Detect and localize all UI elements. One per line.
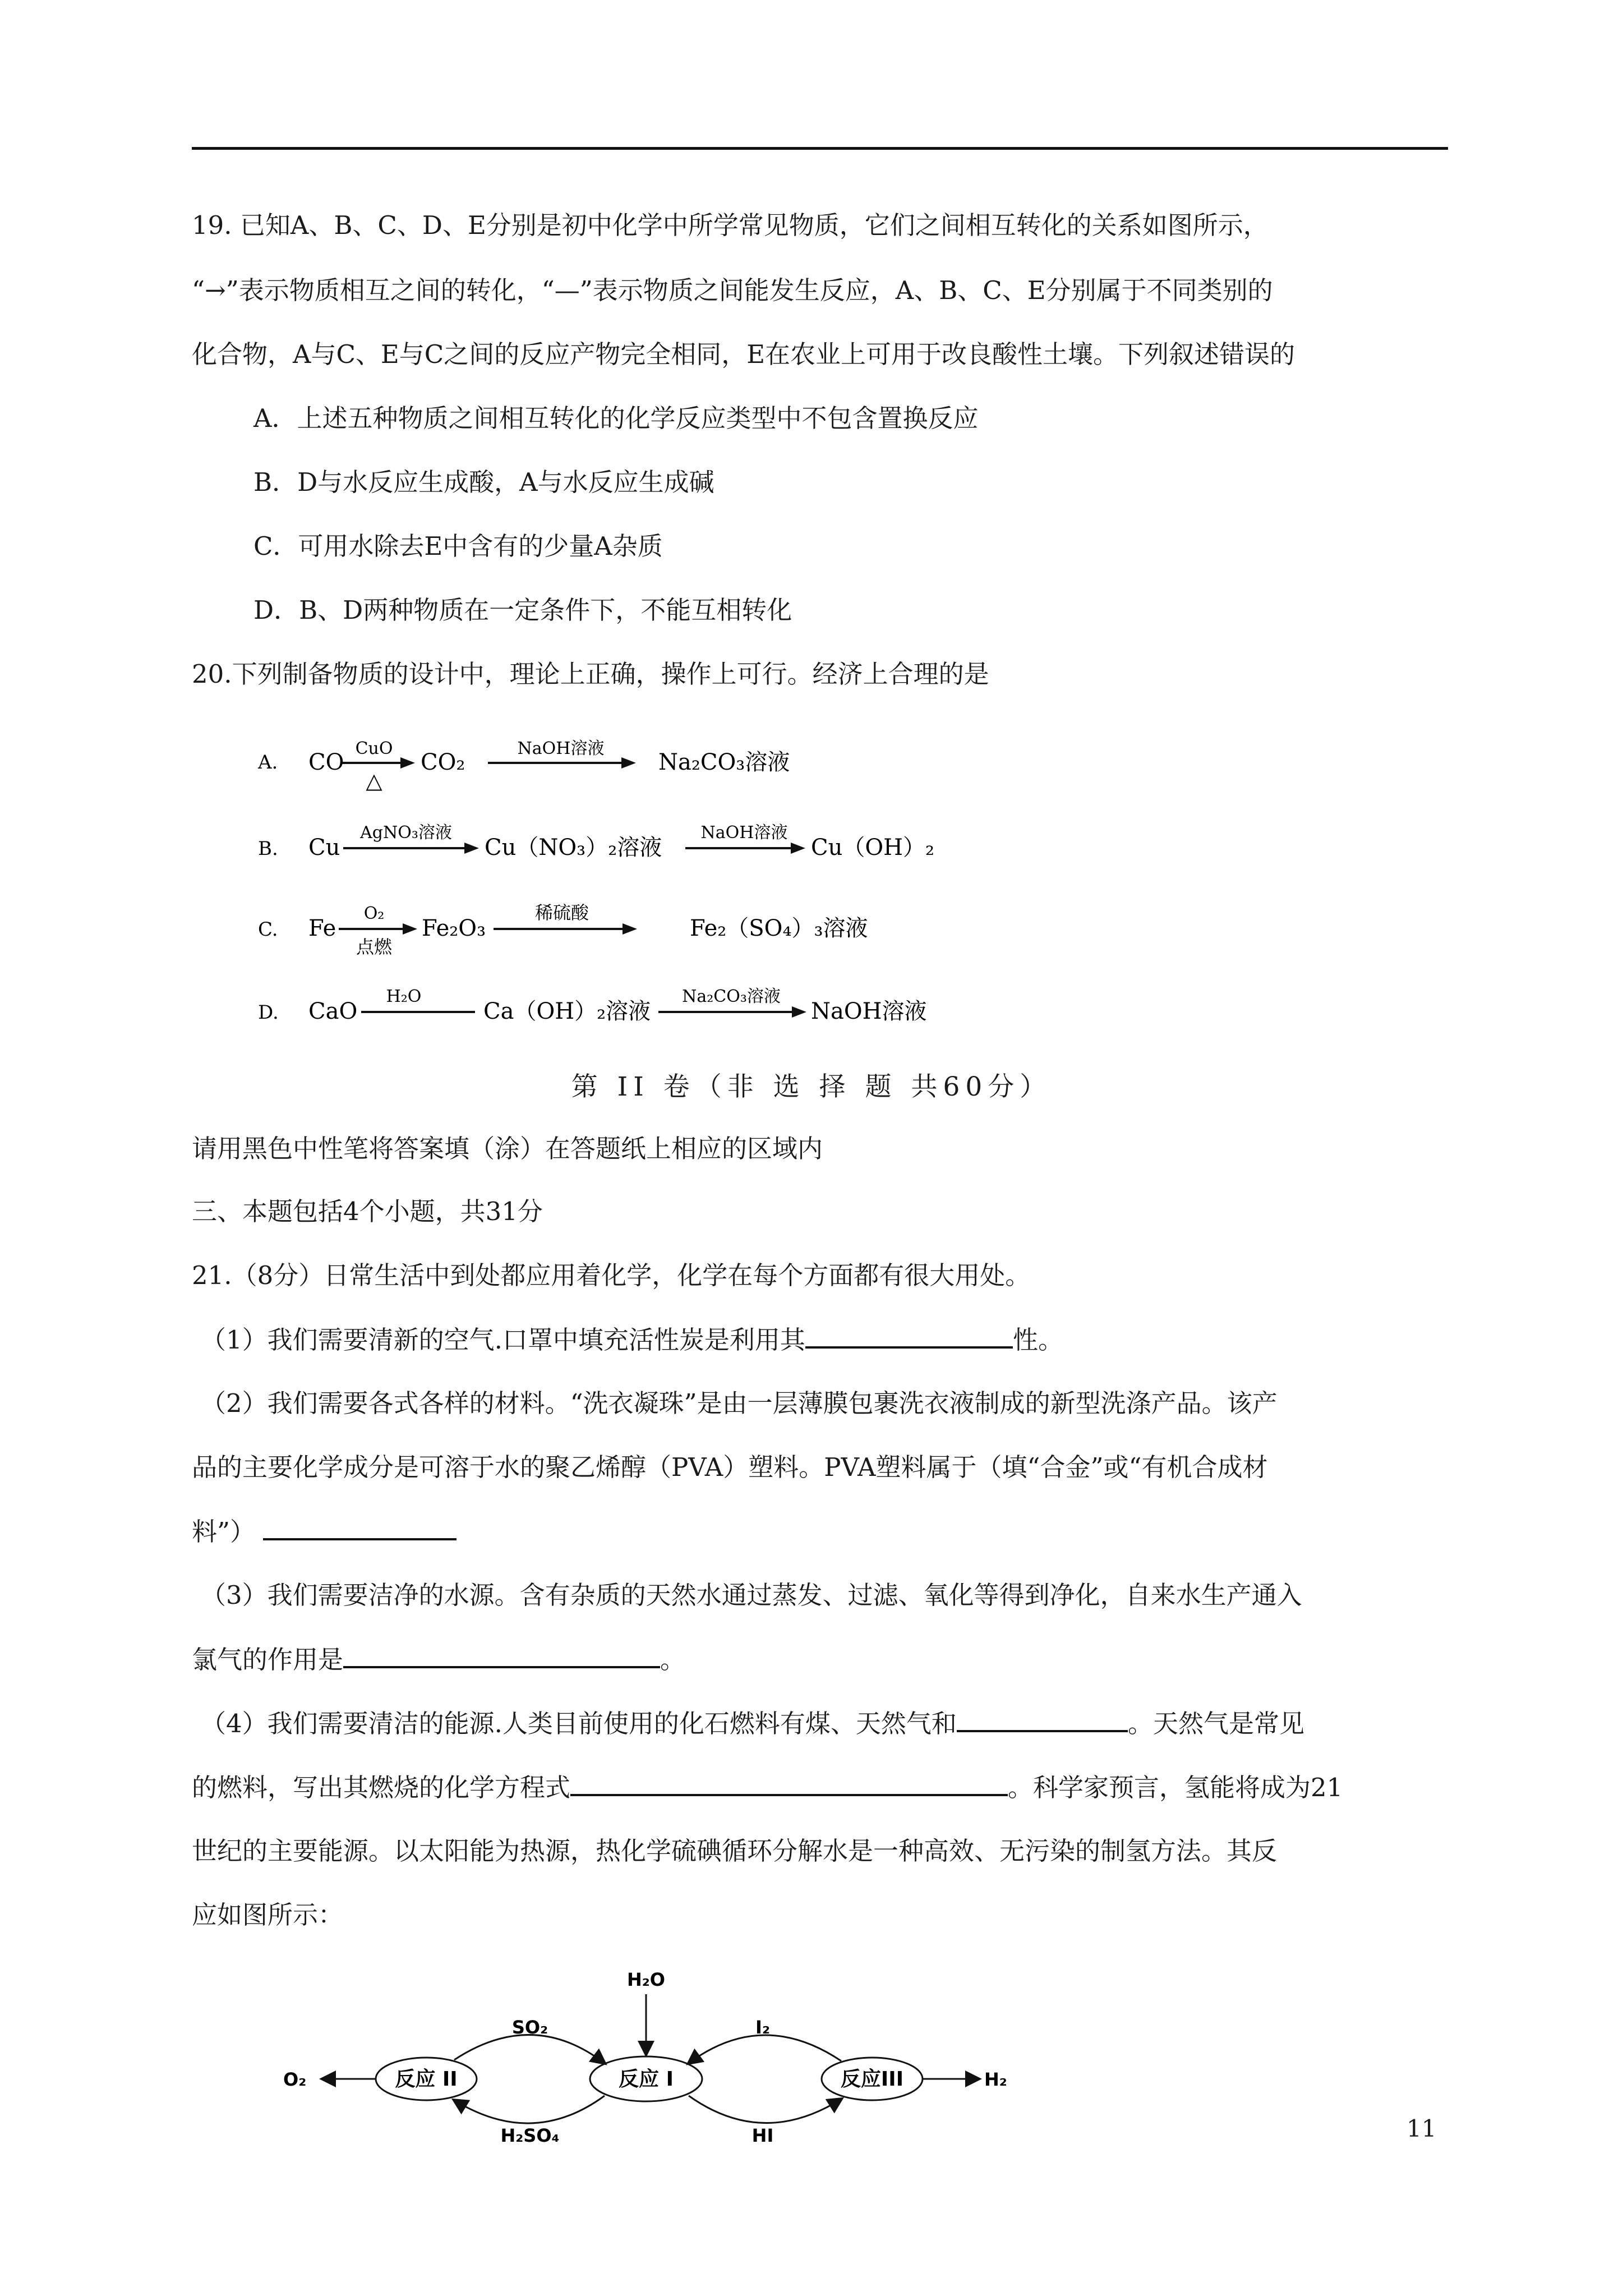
q21-part-4-line-2 [192, 1770, 1343, 1805]
so2-arrow [454, 2035, 605, 2063]
q21-part-3-text: 氯气的作用是 [192, 1645, 344, 1674]
i2-arrow [689, 2035, 841, 2063]
condition-top: CuO [355, 739, 393, 758]
species: CO [308, 749, 344, 775]
species: Fe₂（SO₄）₃溶液 [690, 915, 868, 941]
condition-bottom: 点燃 [356, 936, 393, 957]
h2-label: H₂ [984, 2069, 1007, 2090]
q20-stem: 20.下列制备物质的设计中，理论上正确，操作上可行。经济上合理的是 [192, 659, 989, 689]
header-rule [192, 147, 1448, 150]
reaction-iii-label: 反应III [840, 2068, 904, 2091]
i2-label: I₂ [755, 2017, 770, 2038]
reaction-i-label: 反应 I [619, 2068, 674, 2091]
condition-top: H₂O [386, 987, 422, 1006]
q19-option-b: B．D与水反应生成酸，A与水反应生成碱 [253, 467, 714, 497]
answer-blank[interactable] [805, 1323, 1013, 1349]
species: CaO [308, 999, 358, 1024]
q21-part-4-line-3: 世纪的主要能源。以太阳能为热源，热化学硫碘循环分解水是一种高效、无污染的制氢方法。其反 [192, 1836, 1278, 1866]
q21-stem: 21.（8分）日常生活中到处都应用着化学，化学在每个方面都有很大用处。 [192, 1260, 1031, 1290]
hi-label: HI [751, 2125, 774, 2143]
answer-blank[interactable] [263, 1515, 457, 1540]
answer-blank[interactable] [957, 1706, 1128, 1732]
q21-part-3-suffix: 。 [660, 1645, 686, 1674]
q19-option-a: A．上述五种物质之间相互转化的化学反应类型中不包含置换反应 [253, 403, 979, 433]
q21-part-1-suffix: 性。 [1012, 1325, 1063, 1355]
condition-top: AgNO₃溶液 [360, 823, 452, 843]
species: Cu（NO₃）₂溶液 [485, 835, 662, 861]
q20-option-b-scheme [192, 811, 1033, 873]
q20-option-a-scheme [192, 729, 1033, 791]
q21-part-4-line-1 [201, 1706, 1304, 1741]
h2so4-arrow [454, 2096, 605, 2123]
q21-part-4-suffix: 。科学家预言，氢能将成为21 [1008, 1773, 1343, 1802]
condition-top: Na₂CO₃溶液 [682, 987, 781, 1006]
condition-bottom: △ [366, 769, 382, 791]
option-label: A. [258, 751, 278, 774]
q19-stem-line-1: 19. 已知A、B、C、D、E分别是初中化学中所学常见物质，它们之间相互转化的关系如图所示， [192, 210, 1269, 240]
q19-stem-line-3: 化合物，A与C、E与C之间的反应产物完全相同，E在农业上可用于改良酸性土壤。下列叙述错误的 [192, 339, 1295, 369]
q21-part-2-line-3 [192, 1515, 457, 1549]
q21-part-4-text: 的燃料，写出其燃烧的化学方程式 [192, 1773, 571, 1802]
option-label: C. [258, 918, 278, 941]
condition-top: O₂ [363, 904, 385, 923]
h2so4-label: H₂SO₄ [500, 2125, 560, 2143]
q20-option-d-scheme [192, 978, 1033, 1040]
answer-blank[interactable] [570, 1770, 1008, 1796]
condition-top: NaOH溶液 [517, 739, 605, 758]
species: Cu [308, 835, 340, 861]
species: Cu（OH）₂ [811, 835, 935, 861]
reaction-ii-label: 反应 II [395, 2068, 458, 2091]
q21-part-3-line-2 [192, 1642, 685, 1677]
section-title: 第 II 卷（非 选 择 题 共60分） [571, 1071, 1052, 1102]
part-three-heading: 三、本题包括4个小题，共31分 [192, 1197, 543, 1226]
q21-part-2-text: 料”） [192, 1517, 256, 1547]
section-instruction: 请用黑色中性笔将答案填（涂）在答题纸上相应的区域内 [192, 1134, 823, 1163]
q19-option-c: C．可用水除去E中含有的少量A杂质 [253, 531, 663, 561]
q19-option-d: D．B、D两种物质在一定条件下，不能互相转化 [253, 595, 792, 625]
q21-part-4-text: （4）我们需要清洁的能源.人类目前使用的化石燃料有煤、天然气和 [201, 1709, 957, 1738]
q20-option-c-scheme [192, 895, 1033, 957]
option-label: D. [258, 1001, 279, 1024]
q19-stem-line-2: “→”表示物质相互之间的转化，“—”表示物质之间能发生反应，A、B、C、E分别属于不同类别的 [192, 275, 1273, 305]
q21-part-2-line-2: 品的主要化学成分是可溶于水的聚乙烯醇（PVA）塑料。PVA塑料属于（填“合金”或“有机合成材 [192, 1452, 1268, 1482]
page-number: 11 [1407, 2115, 1437, 2142]
species: Fe [308, 915, 336, 941]
sulfur-iodine-cycle-diagram [269, 1963, 1054, 2143]
species: Na₂CO₃溶液 [658, 749, 790, 775]
q21-part-3-line-1: （3）我们需要洁净的水源。含有杂质的天然水通过蒸发、过滤、氧化等得到净化，自来水生产通入 [201, 1580, 1302, 1610]
answer-blank[interactable] [343, 1642, 660, 1668]
species: CO₂ [421, 749, 465, 775]
q21-part-1 [201, 1323, 1063, 1357]
hi-arrow [689, 2096, 841, 2123]
q21-part-2-line-1: （2）我们需要各式各样的材料。“洗衣凝珠”是由一层薄膜包裹洗衣液制成的新型洗涤产品。该产 [201, 1388, 1278, 1418]
condition-top: 稀硫酸 [534, 902, 589, 923]
so2-label: SO₂ [511, 2017, 548, 2038]
option-label: B. [258, 838, 278, 860]
species: Ca（OH）₂溶液 [483, 999, 651, 1024]
condition-top: NaOH溶液 [700, 823, 788, 843]
q21-part-1-text: （1）我们需要清新的空气.口罩中填充活性炭是利用其 [201, 1325, 805, 1355]
species: NaOH溶液 [811, 999, 927, 1024]
h2o-label: H₂O [627, 1969, 665, 1990]
q21-part-4-suffix: 。天然气是常见 [1127, 1709, 1304, 1738]
q21-part-4-line-4: 应如图所示： [192, 1900, 344, 1930]
o2-label: O₂ [283, 2069, 307, 2090]
species: Fe₂O₃ [422, 915, 486, 941]
